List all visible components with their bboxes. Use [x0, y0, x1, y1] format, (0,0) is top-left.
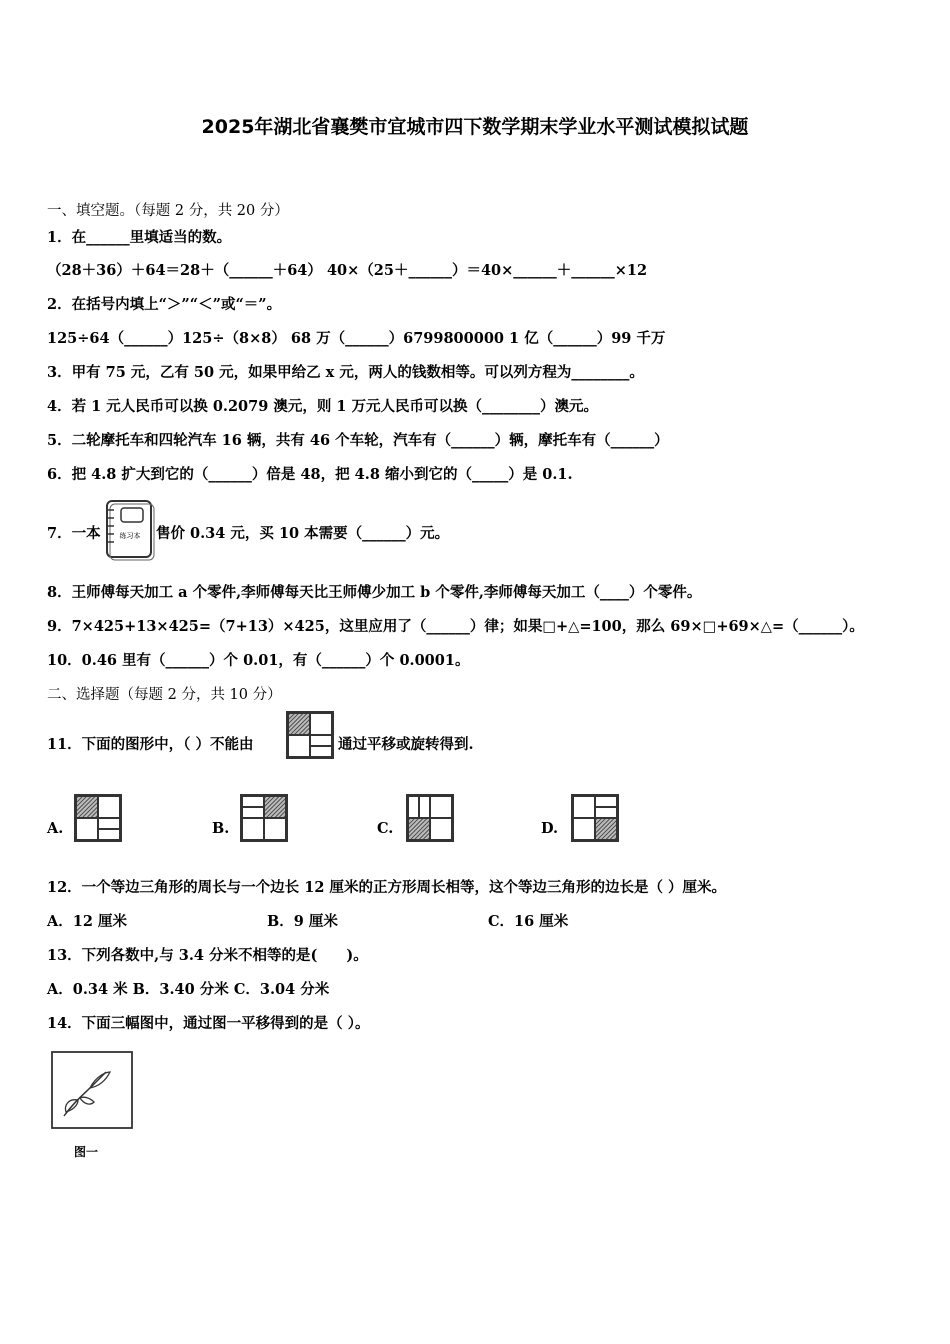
q14-figure-one-caption: 图一	[74, 1145, 99, 1159]
q12-option-c[interactable]: C．16 厘米	[488, 913, 569, 930]
question-3: 3．甲有 75 元，乙有 50 元，如果甲给乙 x 元，两人的钱数相等。可以列方程为________。	[47, 364, 644, 381]
question-14: 14．下面三幅图中，通过图一平移得到的是（ ）。	[47, 1015, 370, 1032]
section-choice: 二、选择题（每题 2 分，共 10 分）	[47, 687, 282, 703]
page-title: 2025年湖北省襄樊市宜城市四下数学期末学业水平测试模拟试题	[201, 116, 749, 138]
q11-option-a-label: A.	[47, 820, 64, 837]
q11-option-c-label: C.	[377, 820, 394, 837]
q11-option-c-figure[interactable]	[406, 794, 454, 842]
q11-option-b-figure[interactable]	[240, 794, 288, 842]
q11-reference-figure	[286, 711, 334, 759]
q13-options: A．0.34 米 B．3.40 分米 C．3.04 分米	[47, 981, 330, 998]
question-1-equations: （28＋36）＋64＝28＋（______＋64） 40×（25＋______）＝40×______＋______×12	[47, 262, 648, 279]
question-2: 2．在括号内填上“＞”“＜”或“＝”。	[47, 296, 282, 313]
q11-option-b-label: B.	[212, 820, 230, 837]
question-7-start: 7．一本	[47, 525, 101, 542]
question-8: 8．王师傅每天加工 a 个零件,李师傅每天比王师傅少加工 b 个零件,李师傅每天加工（____）个零件。	[47, 584, 702, 601]
q12-option-a[interactable]: A．12 厘米	[47, 913, 127, 930]
question-1: 1．在______里填适当的数。	[47, 229, 232, 246]
question-9: 9．7×425+13×425=（7+13）×425，这里应用了（______）律；如果□+△=100，那么 69×□+69×△=（______）。	[47, 618, 864, 635]
q12-option-b[interactable]: B．9 厘米	[267, 913, 338, 930]
q11-option-a-figure[interactable]	[74, 794, 122, 842]
question-4: 4．若 1 元人民币可以换 0.2079 澳元，则 1 万元人民币可以换（________）澳元。	[47, 398, 599, 415]
question-7-end: 售价 0.34 元，买 10 本需要（______）元。	[156, 525, 450, 542]
q11-option-d-label: D.	[541, 820, 559, 837]
question-10: 10．0.46 里有（______）个 0.01，有（______）个 0.0001。	[47, 652, 470, 669]
question-11-end: 通过平移或旋转得到.	[338, 736, 474, 753]
question-11-start: 11．下面的图形中，（ ）不能由	[47, 736, 254, 753]
section-fill-blank: 一、填空题。（每题 2 分，共 20 分）	[47, 203, 289, 219]
question-6: 6．把 4.8 扩大到它的（______）倍是 48，把 4.8 缩小到它的（_____）是 0.1.	[47, 466, 573, 483]
question-12: 12．一个等边三角形的周长与一个边长 12 厘米的正方形周长相等，这个等边三角形的边长是（ ）厘米。	[47, 879, 726, 896]
notebook-label: 练习本	[119, 532, 141, 540]
q11-option-d-figure[interactable]	[571, 794, 619, 842]
question-13: 13．下列各数中,与 3.4 分米不相等的是( )。	[47, 947, 368, 964]
notebook-icon	[104, 496, 156, 562]
question-5: 5．二轮摩托车和四轮汽车 16 辆，共有 46 个车轮，汽车有（______）辆，摩托车有（______）	[47, 432, 669, 449]
question-2-comparisons: 125÷64（______）125÷（8×8） 68 万（______）6799800000 1 亿（______）99 千万	[47, 330, 666, 347]
q14-figure-one	[50, 1050, 134, 1132]
